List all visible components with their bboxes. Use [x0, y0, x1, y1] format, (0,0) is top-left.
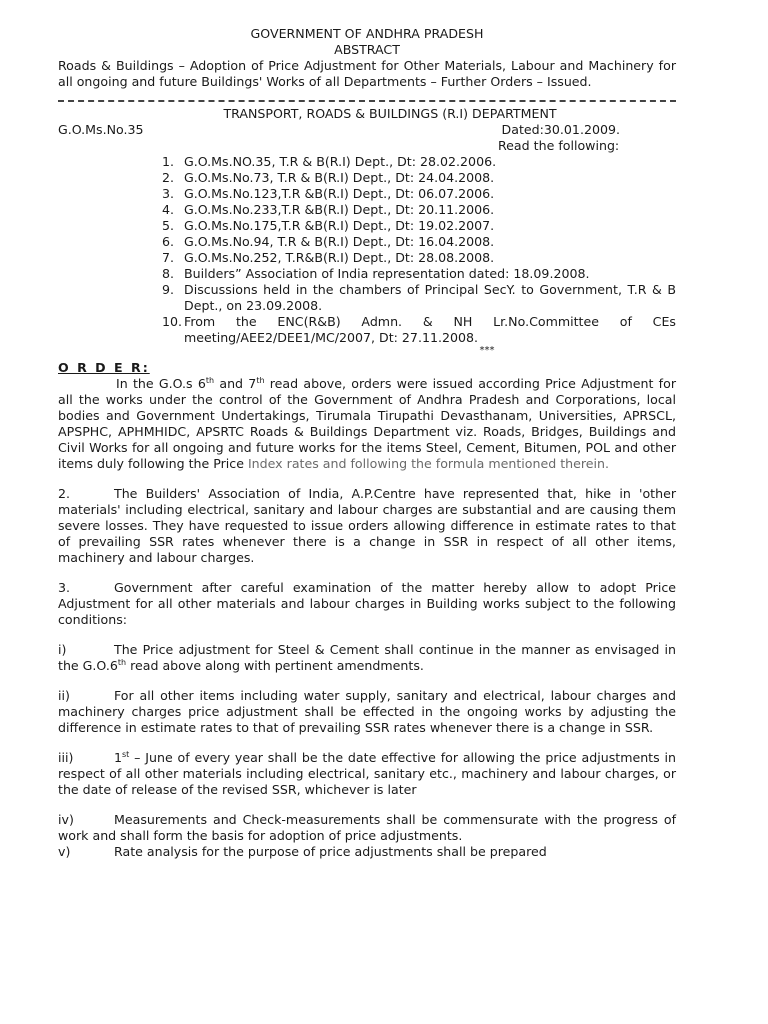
- order-paragraph-2: 2. The Builders' Association of India, A.P.Centre have represented that, hike in 'other materials' including electrical, sanitary and labour charges are substantial and are causing them severe losses. They have requested to issue orders allowing difference in estimate rates to that of prevailing SSR rates whenever there is a change in SSR in respect of all other items, machinery and labour charges.: [58, 486, 676, 565]
- reference-text: G.O.Ms.No.94, T.R & B(R.I) Dept., Dt: 16.04.2008.: [184, 234, 495, 249]
- order-paragraph-3: 3. Government after careful examination of the matter hereby allow to adopt Price Adjustment for all other materials and labour charges in Building works subject to the following conditions:: [58, 580, 676, 627]
- reference-number: 10.: [162, 314, 183, 329]
- reference-text: Builders” Association of India representation dated: 18.09.2008.: [184, 266, 590, 281]
- reference-text: G.O.Ms.No.175,T.R &B(R.I) Dept., Dt: 19.02.2007.: [184, 218, 495, 233]
- condition-iii: iii) 1st – June of every year shall be the date effective for allowing the price adjustments in respect of all other materials including electrical, sanitary etc., machinery and labour charges, or the date of release of the revised SSR, whichever is later: [58, 749, 676, 797]
- reference-text: From the ENC(R&B) Admn. & NH Lr.No.Committee of CEs meeting/AEE2/DEE1/MC/2007, Dt: 27.11.2008.: [184, 314, 676, 345]
- references-list: [58, 154, 676, 346]
- go-date: Dated:30.01.2009.: [501, 122, 620, 137]
- reference-item: [162, 202, 676, 218]
- reference-text: G.O.Ms.No.233,T.R &B(R.I) Dept., Dt: 20.11.2006.: [184, 202, 495, 217]
- reference-text: G.O.Ms.NO.35, T.R & B(R.I) Dept., Dt: 28.02.2006.: [184, 154, 497, 169]
- go-number-row: [58, 122, 676, 138]
- reference-number: 8.: [162, 266, 175, 281]
- reference-item: [162, 314, 676, 346]
- reference-item: [162, 250, 676, 266]
- reference-item: [162, 186, 676, 202]
- government-heading: GOVERNMENT OF ANDHRA PRADESH: [250, 26, 484, 41]
- order-title: O R D E R:: [58, 360, 150, 375]
- reference-item: [162, 170, 676, 186]
- reference-item: [162, 154, 676, 170]
- reference-number: 9.: [162, 282, 175, 297]
- condition-i: i) The Price adjustment for Steel & Cement shall continue in the manner as envisaged in the G.O.6th read above along with pertinent amendments.: [58, 642, 676, 673]
- reference-item: [162, 234, 676, 250]
- reference-item: [162, 266, 676, 282]
- reference-text: G.O.Ms.No.123,T.R &B(R.I) Dept., Dt: 06.07.2006.: [184, 186, 495, 201]
- read-following-label: Read the following:: [498, 138, 620, 153]
- department-heading: TRANSPORT, ROADS & BUILDINGS (R.I) DEPARTMENT: [223, 106, 557, 121]
- reference-item: [162, 218, 676, 234]
- reference-number: 2.: [162, 170, 175, 185]
- condition-iv: iv) Measurements and Check-measurements shall be commensurate with the progress of work and shall form the basis for adoption of price adjustments.: [58, 812, 676, 843]
- reference-number: 4.: [162, 202, 175, 217]
- condition-v: v) Rate analysis for the purpose of price adjustments shall be prepared: [58, 844, 547, 859]
- reference-text: Discussions held in the chambers of Principal SecY. to Government, T.R & B Dept., on 23.09.2008.: [184, 282, 676, 313]
- go-document: [58, 26, 676, 860]
- reference-text: G.O.Ms.No.73, T.R & B(R.I) Dept., Dt: 24.04.2008.: [184, 170, 495, 185]
- condition-ii: ii) For all other items including water supply, sanitary and electrical, labour charges and machinery charges price adjustment shall be effected in the ongoing works by adjusting the difference in estimate rates to that of prevailing SSR rates whenever there is a change in SSR.: [58, 688, 676, 735]
- go-number: G.O.Ms.No.35: [58, 122, 144, 137]
- order-paragraph-1: In the G.O.s 6th and 7th read above, orders were issued according Price Adjustment for all the works under the control of the Government of Andhra Pradesh and Corporations, local bodies and Government Undertakings, Tirumala Tirupathi Devasthanam, Universities, APRSCL, APSPHC, APHMHIDC, APSRTC Roads & Buildings Department viz. Roads, Bridges, Buildings and Civil Works for all ongoing and future works for the items Steel, Cement, Bitumen, POL and other items duly following the Price Index rates and following the formula mentioned therein.: [58, 375, 677, 471]
- subject-text: Roads & Buildings – Adoption of Price Adjustment for Other Materials, Labour and Machinery for all ongoing and future Buildings' Works of all Departments – Further Orders – Issued.: [58, 58, 676, 89]
- reference-number: 3.: [162, 186, 175, 201]
- reference-number: 6.: [162, 234, 175, 249]
- abstract-heading: ABSTRACT: [334, 42, 400, 57]
- reference-number: 1.: [162, 154, 175, 169]
- dashed-divider: [58, 94, 676, 102]
- reference-text: G.O.Ms.No.252, T.R&B(R.I) Dept., Dt: 28.08.2008.: [184, 250, 495, 265]
- reference-number: 5.: [162, 218, 175, 233]
- stars-separator: ***: [479, 345, 495, 356]
- reference-number: 7.: [162, 250, 175, 265]
- reference-item: [162, 282, 676, 314]
